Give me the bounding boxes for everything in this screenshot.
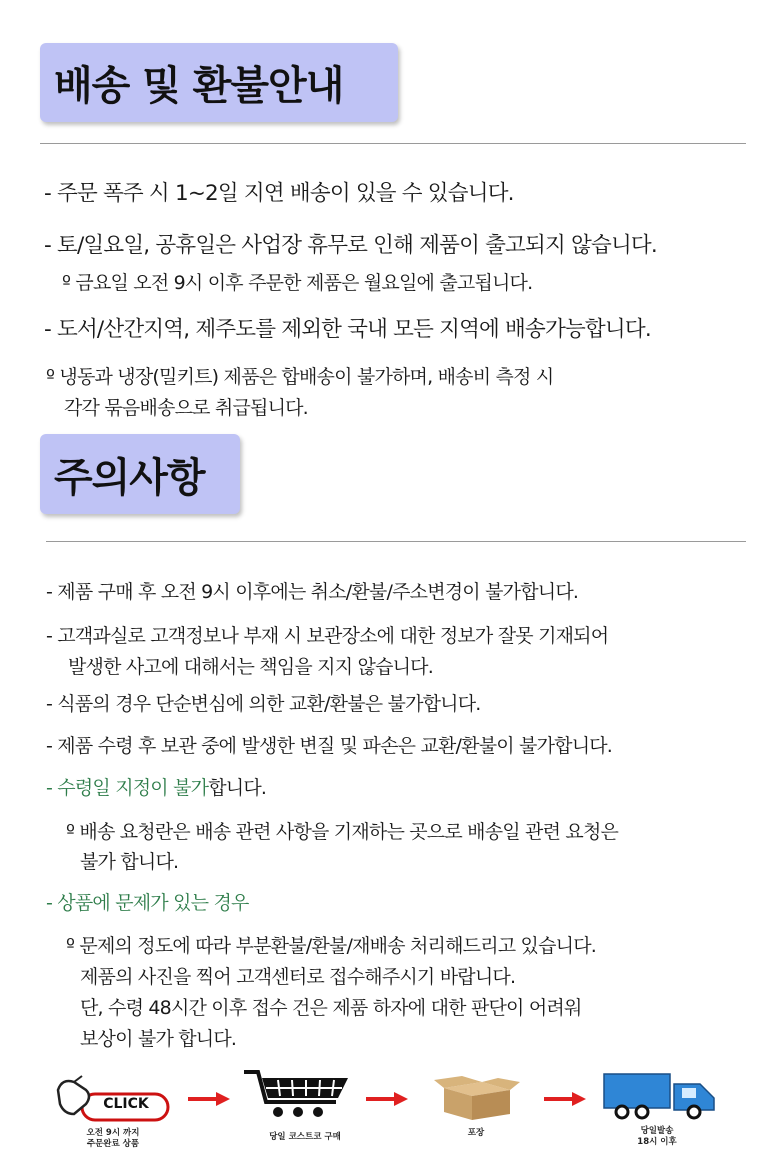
caution-item: - 제품 구매 후 오전 9시 이후에는 취소/환불/주소변경이 불가합니다. [46, 581, 579, 603]
step-caption: 당일발송 18시 이후 [637, 1126, 677, 1147]
caution-note: º 배송 요청란은 배송 관련 사항을 기재하는 곳으로 배송일 관련 요청은 [66, 821, 619, 843]
arrow-right-icon [188, 1092, 230, 1106]
caution-note-cont: 불가 합니다. [80, 851, 179, 873]
arrow-right-icon [366, 1092, 408, 1106]
shipping-note: º 냉동과 냉장(밀키트) 제품은 합배송이 불가하며, 배송비 측정 시 [46, 366, 554, 388]
box-icon [432, 1076, 522, 1120]
caution-note-cont: 단, 수령 48시간 이후 접수 건은 제품 하자에 대한 판단이 어려워 [80, 997, 582, 1019]
caution-item-cont: 발생한 사고에 대해서는 책임을 지지 않습니다. [68, 656, 433, 678]
caution-item: - 고객과실로 고객정보나 부재 시 보관장소에 대한 정보가 잘못 기재되어 [46, 625, 609, 647]
shipping-note: º 금요일 오전 9시 이후 주문한 제품은 월요일에 출고됩니다. [62, 272, 533, 294]
divider [46, 541, 746, 542]
step-caption: 오전 9시 까지 주문완료 상품 [86, 1128, 140, 1149]
caution-subheading: - 상품에 문제가 있는 경우 [46, 892, 249, 914]
caution-item: - 제품 수령 후 보관 중에 발생한 변질 및 파손은 교환/환불이 불가합니다. [46, 735, 613, 757]
shipping-section-title: 배송 및 환불안내 [40, 43, 398, 122]
caution-item: - 수령일 지정이 불가합니다. [46, 777, 267, 799]
divider [40, 143, 746, 144]
delivery-flow [0, 1068, 780, 1167]
truck-icon [602, 1072, 720, 1120]
shipping-item: - 토/일요일, 공휴일은 사업장 휴무로 인해 제품이 출고되지 않습니다. [44, 233, 657, 258]
click-label: CLICK [103, 1096, 149, 1112]
shipping-item: - 주문 폭주 시 1~2일 지연 배송이 있을 수 있습니다. [44, 181, 514, 206]
caution-note-cont: 제품의 사진을 찍어 고객센터로 접수해주시기 바랍니다. [80, 966, 516, 988]
shipping-note-cont: 각각 묶음배송으로 취급됩니다. [64, 397, 308, 419]
shopping-cart-icon [242, 1068, 352, 1122]
caution-item: - 식품의 경우 단순변심에 의한 교환/환불은 불가합니다. [46, 693, 481, 715]
caution-note-cont: 보상이 불가 합니다. [80, 1028, 237, 1050]
shipping-item: - 도서/산간지역, 제주도를 제외한 국내 모든 지역에 배송가능합니다. [44, 317, 651, 342]
caution-section-title: 주의사항 [40, 434, 240, 514]
step-caption: 포장 [467, 1128, 485, 1138]
arrow-right-icon [544, 1092, 586, 1106]
step-caption: 당일 코스트코 구매 [269, 1132, 341, 1142]
caution-note: º 문제의 정도에 따라 부분환불/환불/재배송 처리해드리고 있습니다. [66, 935, 596, 957]
